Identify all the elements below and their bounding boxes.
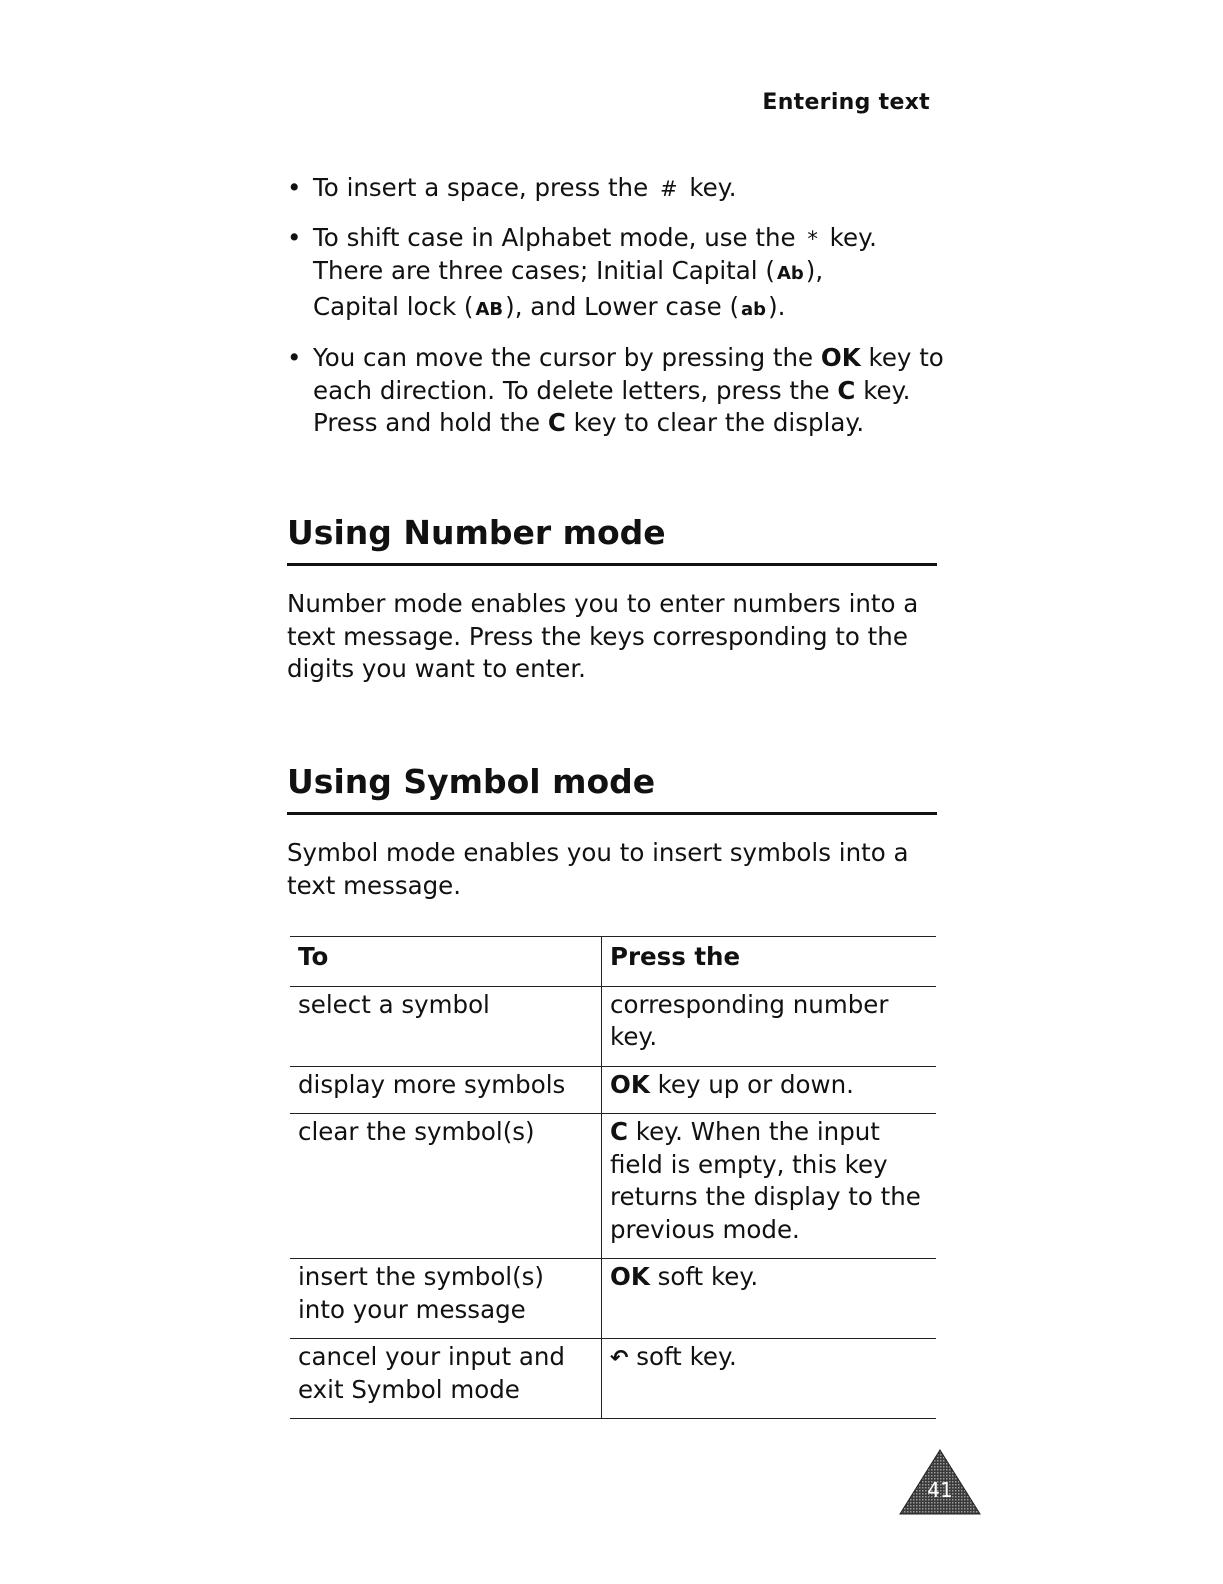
column-header-press: Press the [602, 937, 937, 987]
bullet-icon: • [287, 173, 302, 202]
initial-capital-icon: Ab [776, 263, 804, 284]
table-header-row [290, 937, 936, 987]
running-header: Entering text [762, 90, 930, 115]
table-cell-press: ↶ soft key. [602, 1339, 937, 1419]
tips-list [287, 172, 947, 456]
list-item: • You can move the cursor by pressing the OK key to each direction. To delete letters, press the C key. Press and hold the C key to clear the display. [287, 343, 944, 437]
table-row [290, 1259, 936, 1339]
table-cell-to: clear the symbol(s) [290, 1114, 602, 1259]
symbol-mode-section [287, 762, 937, 902]
section-heading: Using Number mode [287, 513, 937, 566]
star-key-icon: * [807, 226, 818, 251]
table-cell-press: OK soft key. [602, 1259, 937, 1339]
capital-lock-icon: AB [475, 298, 504, 320]
list-item: • To shift case in Alphabet mode, use the * key. There are three cases; Initial Capital ( Ab), Capital lock ( AB), and Lower case ( ab). [287, 222, 877, 321]
section-body: Symbol mode enables you to insert symbols into a text message. [287, 838, 909, 900]
page-number-badge [898, 1448, 982, 1516]
section-heading: Using Symbol mode [287, 762, 937, 815]
bullet-icon: • [287, 222, 302, 252]
back-icon: ↶ [610, 1346, 629, 1371]
table-cell-to: insert the symbol(s) into your message [290, 1259, 602, 1339]
symbol-keys-table [290, 936, 936, 1419]
number-mode-section [287, 513, 937, 686]
list-item: • To insert a space, press the # key. [287, 172, 947, 206]
column-header-to: To [290, 937, 602, 987]
table-cell-press: OK key up or down. [602, 1066, 937, 1114]
table-cell-to: select a symbol [290, 986, 602, 1066]
bullet-icon: • [287, 343, 302, 372]
lower-case-icon: ab [741, 298, 767, 320]
table-row [290, 1114, 936, 1259]
hash-key-icon: # [659, 177, 678, 201]
page-number: 41 [927, 1478, 953, 1502]
table-cell-press: corresponding number key. [602, 986, 937, 1066]
table-cell-press: C key. When the input field is empty, this key returns the display to the previous mode. [602, 1114, 937, 1259]
table-row [290, 1066, 936, 1114]
table-row [290, 1339, 936, 1419]
section-body: Number mode enables you to enter numbers into a text message. Press the keys corresponding to the digits you want to enter. [287, 589, 919, 683]
table-row [290, 986, 936, 1066]
table-cell-to: cancel your input and exit Symbol mode [290, 1339, 602, 1419]
table-cell-to: display more symbols [290, 1066, 602, 1114]
